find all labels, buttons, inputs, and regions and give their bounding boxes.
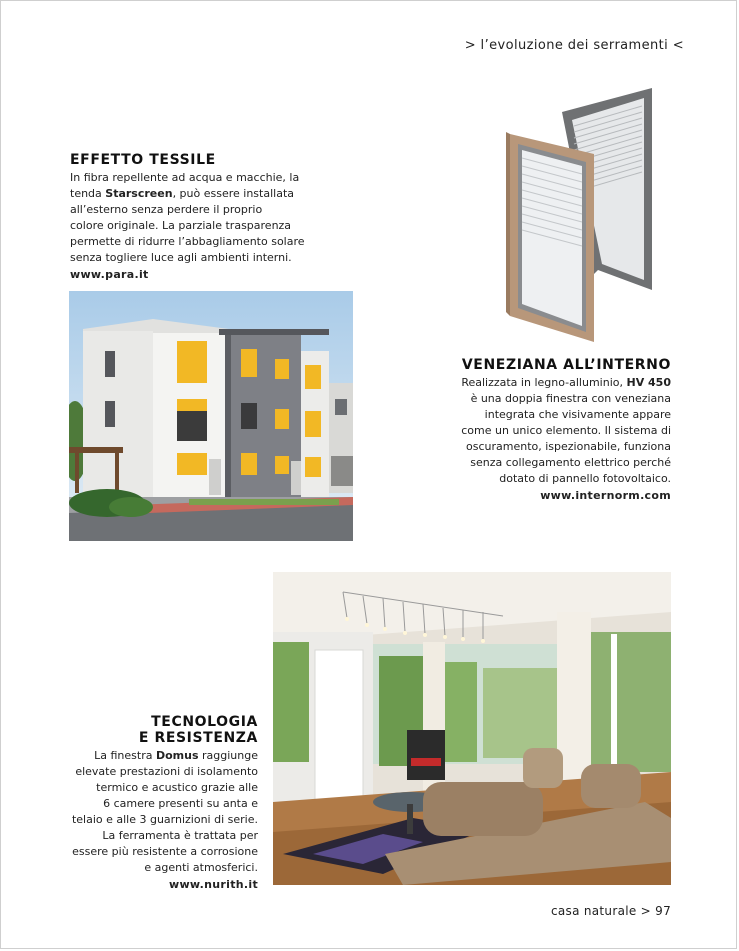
interior-photo <box>273 572 671 885</box>
product-name: HV 450 <box>626 376 671 389</box>
product-name: Domus <box>155 749 199 762</box>
article-veneziana-interno <box>440 357 671 504</box>
article-title: TECNOLOGIA E RESISTENZA <box>138 714 258 746</box>
article-body: In fibra repellente ad acqua e macchie, la tenda Starscreen, può essere installata all’esterno senza perdere il proprio colore originale. La parziale trasparenza permette di ridurre l’abbagliamento solare senza togliere luce agli ambienti interni. <box>70 171 305 264</box>
page-footer: casa naturale > 97 <box>551 904 671 918</box>
window-product-photo <box>502 84 672 346</box>
article-tecnologia-resistenza <box>62 714 258 893</box>
article-body: Realizzata in legno-alluminio, HV 450 è una doppia finestra con veneziana integrata che visivamente appare come un unico elemento. Il sistema di oscuramento, ispezionabile, funziona senza collegamento elettrico perché dotato di pannello fotovoltaico. <box>461 376 671 485</box>
article-url: www.nurith.it <box>168 878 258 891</box>
article-title: EFFETTO TESSILE <box>70 152 216 168</box>
article-url: www.para.it <box>70 268 149 281</box>
house-photo <box>69 291 353 541</box>
article-title: VENEZIANA ALL’INTERNO <box>461 357 671 373</box>
article-effetto-tessile <box>70 152 320 283</box>
product-name: Starscreen <box>105 187 173 200</box>
article-url: www.internorm.com <box>540 489 671 502</box>
article-body: La finestra Domus raggiunge elevate prestazioni di isolamento termico e acustico grazie alle 6 camere presenti su anta e telaio e alle 3 guarnizioni di serie. La ferramenta è trattata per essere più resistente a corrosione e agenti atmosferici. <box>71 749 258 874</box>
running-head: > l’evoluzione dei serramenti < <box>464 38 684 53</box>
